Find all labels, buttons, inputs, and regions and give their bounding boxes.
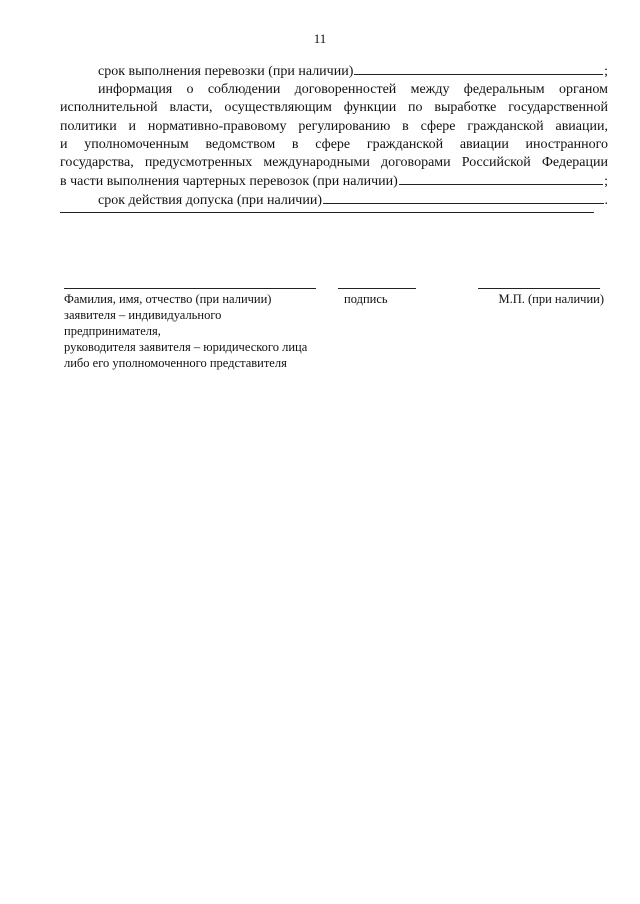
name-signature-line[interactable] [64, 288, 316, 289]
term-of-transport-label: срок выполнения перевозки (при наличии) [98, 64, 354, 79]
admission-term-row [60, 191, 608, 210]
agreements-info-line-5: государства, предусмотренных международными договорами Российской Федерации [60, 155, 608, 171]
form-body [60, 62, 608, 211]
agreements-info-line-1: информация о соблюдении договоренностей между федеральным органом [98, 82, 608, 98]
name-label-line: заявителя – индивидуального [64, 308, 222, 322]
name-label [64, 291, 334, 371]
continuation-blank-line[interactable] [60, 212, 594, 213]
agreements-info-end: ; [604, 174, 608, 190]
name-label-line: руководителя заявителя – юридического лица [64, 340, 308, 354]
agreements-info-line-4: и уполномоченным ведомством в сфере гражданской авиации иностранного [60, 136, 608, 152]
name-label-line: предпринимателя, [64, 324, 161, 338]
stamp-line[interactable] [478, 288, 600, 289]
term-of-transport-blank[interactable] [354, 62, 603, 75]
agreements-info-line-2: исполнительной власти, осуществляющим функции по выработке государственной [60, 100, 608, 116]
stamp-label: М.П. (при наличии) [498, 292, 604, 306]
term-of-transport-row [60, 62, 608, 81]
admission-term-end: . [604, 193, 608, 209]
page-number: 11 [313, 31, 327, 46]
admission-term-blank[interactable] [323, 191, 604, 204]
signature-line[interactable] [338, 288, 416, 289]
agreements-info-last-row [60, 172, 608, 191]
admission-term-label: срок действия допуска (при наличии) [98, 193, 322, 209]
name-label-line: Фамилия, имя, отчество (при наличии) [64, 292, 272, 306]
term-of-transport-end: ; [604, 64, 608, 79]
agreements-info-last-line: в части выполнения чартерных перевозок (при наличии) [60, 174, 398, 190]
agreements-info-blank[interactable] [399, 172, 603, 185]
agreements-info-line-3: политики и нормативно-правовому регулированию в сфере гражданской авиации, [60, 118, 608, 134]
name-label-line: либо его уполномоченного представителя [64, 356, 287, 370]
signature-label: подпись [344, 292, 388, 306]
